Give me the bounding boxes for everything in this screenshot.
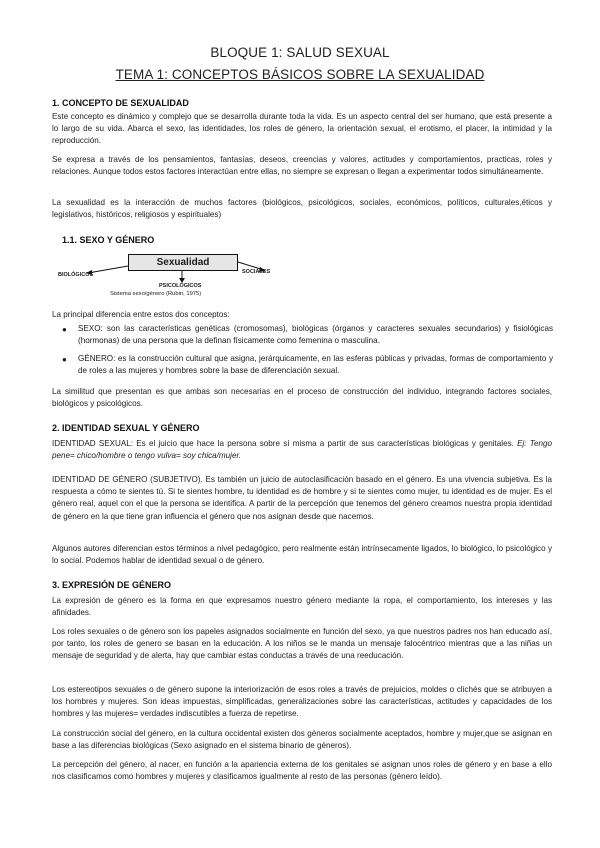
section-1-1-heading: 1.1. SEXO Y GÉNERO [62, 235, 155, 245]
page-title: BLOQUE 1: SALUD SEXUAL [210, 45, 390, 60]
s2-paragraph-1 [52, 438, 552, 462]
bullet-marker: ● [62, 355, 67, 364]
s11-closing: La similitud que presentan es que ambas son necesarias en el proceso de construcción del individuo, integrando factores sociales, biológicos y psicológicos. [52, 387, 552, 409]
s11-intro: La principal diferencia entre estos dos conceptos: [52, 310, 230, 319]
s2-paragraph-2: IDENTIDAD DE GÉNERO (SUBJETIVO). Es también un juicio de autoclasificación basado en el género. Es una vivencia subjetiva. Es la respuesta a cómo te sientes tú. Si te sientes hombre, tu identidad es de hombre y si te sientes como mujer, tu identidad es de mujer. Es el género real, aquel con el que la persona se identifica. A partir de la percepción que tenemos del género creamos nuestra propia identidad de género en la que tiene gran influencia el género que nos asignan desde que nacemos. [52, 475, 552, 521]
page-subtitle: TEMA 1: CONCEPTOS BÁSICOS SOBRE LA SEXUALIDAD [115, 67, 485, 82]
s1-paragraph-2: Se expresa a través de los pensamientos, fantasías, deseos, creencias y valores, actitudes y comportamientos, practicas, roles y relaciones. Aunque todos estos factores interactúan entre ellas, no siempre se expresan o llegan a experimentar todos simultáneamente. [52, 155, 552, 177]
s11-bullet-sexo: SEXO: son las características genéticas (cromosomas), biológicas (órganos y caracteres sexuales secundarios) y fisiológicas (hormonas) de una persona que la definan físicamente como femenina o masculina. [78, 324, 553, 346]
section-3-heading: 3. EXPRESIÓN DE GÉNERO [52, 580, 172, 590]
diagram-box-sexualidad: Sexualidad [128, 254, 238, 271]
diagram-label-biologicos: BIOLÓGICOS [58, 272, 94, 278]
diagram-label-psicologicos: PSICOLÓGICOS [159, 283, 202, 289]
s3-paragraph-5: La percepción del género, al nacer, en función a la apariencia externa de los genitales se asignan unos roles de género y en base a ello nos clasificamos como hombres y mujeres y clasificamos igualmente al resto de las personas (género leído). [52, 760, 552, 782]
s11-bullet-genero: GÉNERO: es la construcción cultural que asigna, jerárquicamente, en las esferas públicas y privadas, formas de comportamiento y de roles a las mujeres y hombres sobre la base de diferenciación sexual. [78, 354, 553, 376]
s2-p1-text: IDENTIDAD SEXUAL: Es el juicio que hace la persona sobre sí misma a partir de sus características biológicas y genitales. [52, 439, 518, 448]
sexuality-diagram [58, 246, 358, 306]
s3-paragraph-4: La construcción social del género, en la cultura occidental existen dos géneros socialmente aceptados, hombre y mujer,que se asignan en base a las diferencias biológicas (Sexo asignado en el sistema binario de géneros). [52, 729, 552, 751]
diagram-arrows [58, 246, 358, 306]
s3-paragraph-3: Los estereotipos sexuales o de género supone la interiorización de esos roles a través de prejuicios, moldes o clichés que se atribuyen a los hombres y mujeres. Son ideas impuestas, simplificadas, generalizaciones sobre las características, actitudes y capacidades de los hombres y las mujeres= verdades indiscutibles a fuerza de repetirse. [52, 685, 552, 719]
s2-p1-example: Ej: Tengo pene= chico/hombre o tengo vulva= soy chica/mujer. [52, 439, 552, 461]
s2-paragraph-3: Algunos autores diferencian estos términos a nivel pedagógico, pero realmente están intrínsecamente ligados, lo biológico, lo psicológico y lo social. Podemos hablar de identidad sexual o de género. [52, 544, 552, 566]
section-1-heading: 1. CONCEPTO DE SEXUALIDAD [52, 98, 189, 108]
diagram-label-sociales: SOCIALES [242, 269, 271, 275]
s1-paragraph-1: Este concepto es dinámico y complejo que se desarrolla durante toda la vida. Es un aspecto central del ser humano, que está presente a lo largo de su vida. Abarca el sexo, las identidades, los roles de género, la orientación sexual, el erotismo, el placer, la intimidad y la reproducción. [52, 112, 552, 146]
s3-paragraph-2: Los roles sexuales o de género son los papeles asignados socialmente en función del sexo, ya que nuestros padres nos han educado así, por tanto, los roles de genero se basan en la educación. A los niños se le manda un mensaje falocéntrico mientras que a las niñas un mensaje de seguridad y de alerta, hay que cambiar estas conductas a través de una reeducación. [52, 627, 552, 661]
s3-paragraph-1: La expresión de género es la forma en que expresamos nuestro género mediante la ropa, el comportamiento, los intereses y las afinidades. [52, 596, 552, 618]
s1-paragraph-3: La sexualidad es la interacción de muchos factores (biológicos, psicológicos, sociales, económicos, políticos, culturales,éticos y legislativos, históricos, religiosos y espirituales) [52, 198, 552, 220]
section-2-heading: 2. IDENTIDAD SEXUAL Y GÉNERO [52, 423, 200, 433]
bullet-marker: ● [62, 325, 67, 334]
diagram-caption: Sistema sexo/género (Rubin, 1975) [110, 291, 202, 297]
